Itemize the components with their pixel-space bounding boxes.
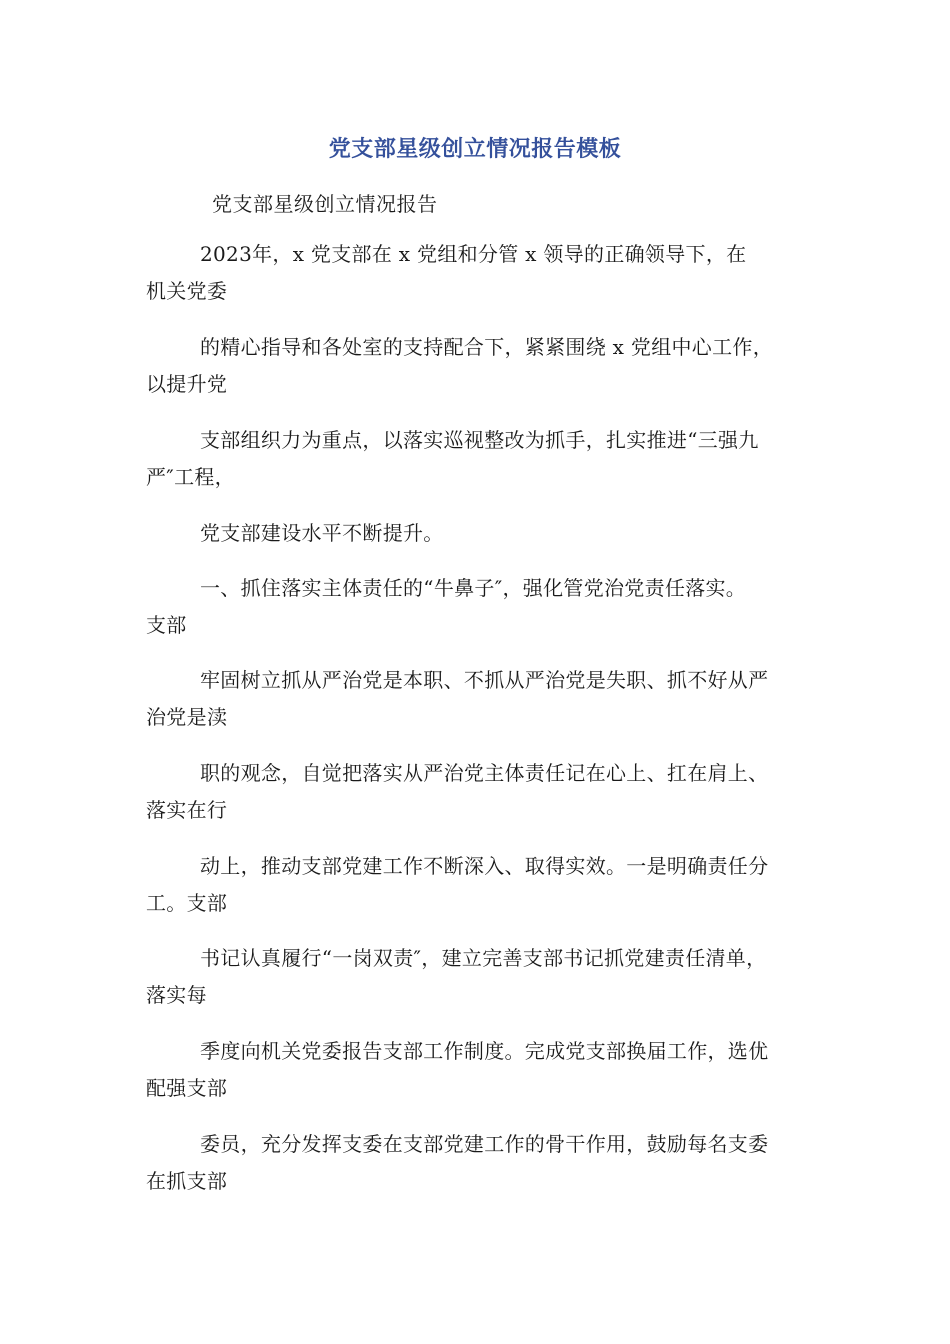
paragraph	[146, 420, 826, 494]
paragraph-line: 动上，推动支部党建工作不断深入、取得实效。一是明确责任分	[200, 854, 769, 878]
paragraph-line: 落实在行	[146, 798, 228, 822]
paragraph-line: 配强支部	[146, 1076, 228, 1100]
document-subtitle: 党支部星级创立情况报告	[212, 192, 438, 216]
paragraph-line: 以提升党	[146, 372, 228, 396]
paragraph-line: 工。支部	[146, 891, 228, 915]
paragraph-line: 委员，充分发挥支委在支部党建工作的骨干作用，鼓励每名支委	[200, 1132, 769, 1156]
paragraph-line: 在抓支部	[146, 1169, 228, 1193]
paragraph	[146, 660, 826, 734]
paragraph-line: 季度向机关党委报告支部工作制度。完成党支部换届工作，选优	[200, 1039, 769, 1063]
paragraph-line: 严″工程，	[146, 465, 235, 489]
paragraph-line: 一、抓住落实主体责任的“牛鼻子″，强化管党治党责任落实。	[200, 576, 747, 600]
paragraph-line: 治党是渎	[146, 705, 228, 729]
paragraph-line: 支部组织力为重点，以落实巡视整改为抓手，扎实推进“三强九	[200, 428, 759, 452]
paragraph-line: 机关党委	[146, 279, 228, 303]
paragraph-line: 的精心指导和各处室的支持配合下，紧紧围绕 x 党组中心工作，	[200, 335, 773, 359]
paragraph-line: 书记认真履行“一岗双责″，建立完善支部书记抓党建责任清单，	[200, 946, 767, 970]
paragraph	[146, 568, 826, 642]
paragraph	[146, 234, 826, 308]
paragraph-line: 党支部建设水平不断提升。	[200, 521, 444, 545]
paragraph-line: 支部	[146, 613, 187, 637]
paragraph	[146, 327, 826, 401]
paragraph	[146, 1124, 826, 1198]
paragraph	[146, 938, 826, 1012]
paragraph	[146, 753, 826, 827]
paragraph-line: 职的观念，自觉把落实从严治党主体责任记在心上、扛在肩上、	[200, 761, 769, 785]
document-title: 党支部星级创立情况报告模板	[328, 137, 622, 162]
paragraph-line: 牢固树立抓从严治党是本职、不抓从严治党是失职、抓不好从严	[200, 668, 769, 692]
paragraph	[146, 846, 826, 920]
paragraph-line: 2023年，x 党支部在 x 党组和分管 x 领导的正确领导下，在	[200, 242, 747, 266]
paragraph	[146, 513, 826, 553]
paragraph-line: 落实每	[146, 983, 207, 1007]
paragraph	[146, 1031, 826, 1105]
